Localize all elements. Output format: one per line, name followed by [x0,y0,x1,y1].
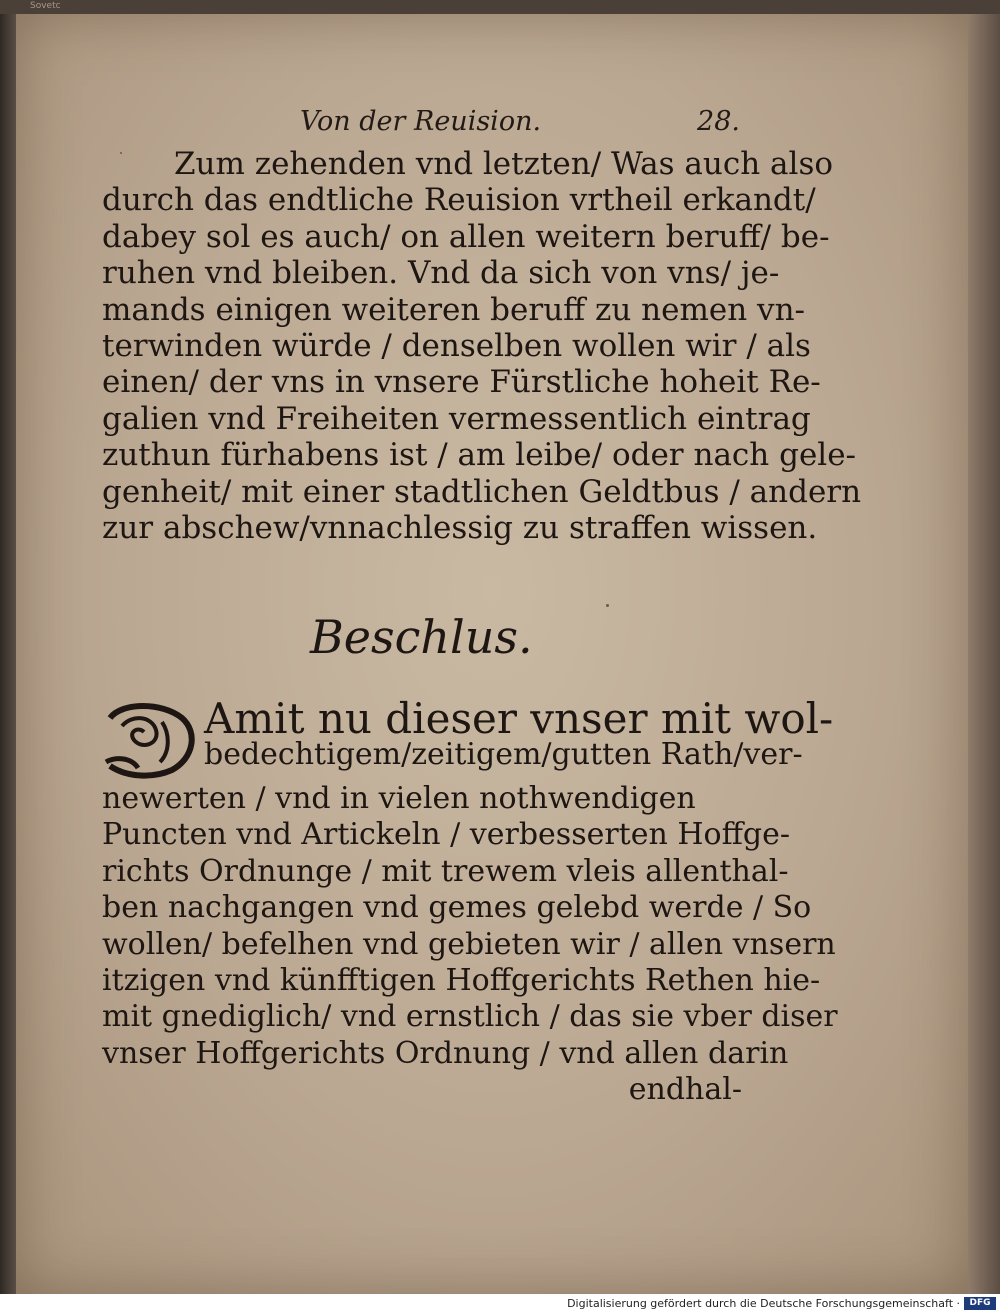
text-line: ben nachgangen vnd gemes gelebd werde / So [102,890,812,926]
text-line: zur abschew/vnnachlessig zu straffen wissen. [102,509,818,546]
book-spine [0,14,16,1294]
text-line: einen/ der vns in vnsere Fürstliche hoheit Re- [102,364,821,401]
running-head [300,106,740,146]
section-1-text [102,146,862,546]
footer-bar [0,1294,1000,1314]
section-2-text [102,694,838,1108]
text-line: richts Ordnunge / mit trewem vleis allenthal- [102,853,789,889]
catchword: endhal- [628,1072,742,1108]
section-heading: Beschlus. [310,610,533,664]
text-line: ruhen vnd bleiben. Vnd da sich von vns/ je- [102,255,780,292]
running-title: Von der Reuision. [300,106,542,137]
text-line: bedechtigem/zeitigem/gutten Rath/ver- [204,737,803,773]
text-line: Puncten vnd Artickeln / verbesserten Hoffge- [102,817,790,853]
paper-speck [120,152,122,154]
dfg-logo: DFG [964,1297,996,1310]
paper-speck [606,604,609,607]
text-line: itzigen vnd künfftigen Hoffgerichts Rethen hie- [102,962,821,998]
text-line: terwinden würde / denselben wollen wir / als [102,327,811,364]
text-line: mands einigen weiteren beruff zu nemen vn- [102,291,806,328]
text-line: dabey sol es auch/ on allen weitern beruff/ be- [102,218,830,255]
text-line: galien vnd Freiheiten vermessentlich eintrag [102,400,811,437]
text-line: newerten / vnd in vielen nothwendigen [102,781,696,816]
decorative-initial-d [102,700,200,780]
page-edge [968,14,1000,1294]
text-line: genheit/ mit einer stadtlichen Geldtbus / andern [102,473,862,510]
scan-top-strip [0,0,1000,14]
footer-credit: Digitalisierung gefördert durch die Deutsche Forschungsgemeinschaft · [567,1297,960,1310]
text-line: wollen/ befelhen vnd gebieten wir / allen vnsern [102,926,836,962]
page-number: 28. [697,106,740,137]
text-line: zuthun fürhabens ist / am leibe/ oder nach gele- [102,437,857,474]
text-line-first: Amit nu dieser vnser mit wol- [204,694,834,743]
text-line: durch das endtliche Reuision vrtheil erkandt/ [102,182,816,219]
text-line: Zum zehenden vnd letzten/ Was auch also [174,146,834,182]
text-line: mit gnediglich/ vnd ernstlich / das sie vber diser [102,999,838,1035]
text-line: vnser Hoffgerichts Ordnung / vnd allen darin [102,1035,789,1071]
scan-top-label: Sovetc [30,1,61,11]
